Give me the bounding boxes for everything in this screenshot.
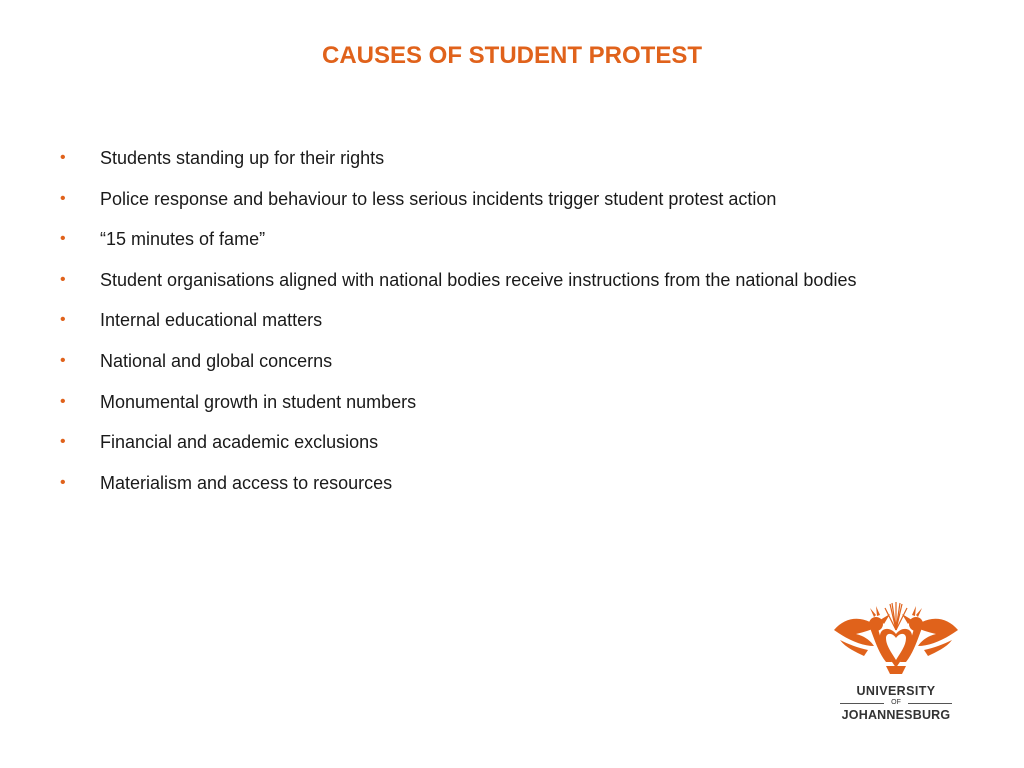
logo-text-university: UNIVERSITY xyxy=(856,684,936,698)
logo-text-of: OF xyxy=(891,699,901,706)
bullet-item xyxy=(60,308,1000,349)
bullet-icon: • xyxy=(60,189,66,207)
slide-title: CAUSES OF STUDENT PROTEST xyxy=(321,42,703,69)
bullet-text: Police response and behaviour to less serious incidents trigger student protest action xyxy=(100,188,777,209)
bullet-item xyxy=(60,471,1000,512)
university-logo xyxy=(826,600,966,724)
university-crest-icon xyxy=(830,600,962,680)
bullet-item xyxy=(60,430,1000,471)
bullet-item xyxy=(60,146,1000,187)
bullet-text: Student organisations aligned with national bodies receive instructions from the national bodies xyxy=(100,269,857,290)
bullet-text: Materialism and access to resources xyxy=(100,472,393,493)
bullet-text: Internal educational matters xyxy=(100,310,323,331)
bullet-icon: • xyxy=(60,433,66,451)
bullet-text: Monumental growth in student numbers xyxy=(100,391,417,412)
bullet-text: National and global concerns xyxy=(100,350,333,371)
logo-text-johannesburg: JOHANNESBURG xyxy=(841,708,951,722)
bullet-list xyxy=(60,146,1000,511)
bullet-icon: • xyxy=(60,311,66,329)
bullet-text: Students standing up for their rights xyxy=(100,148,385,168)
bullet-icon: • xyxy=(60,351,66,369)
bullet-text: Financial and academic exclusions xyxy=(100,432,379,453)
bullet-item xyxy=(60,268,1000,309)
logo-divider xyxy=(908,703,952,704)
bullet-item xyxy=(60,227,1000,268)
bullet-icon: • xyxy=(60,392,66,410)
bullet-icon: • xyxy=(60,473,66,491)
bullet-icon: • xyxy=(60,230,66,248)
bullet-item xyxy=(60,187,1000,228)
bullet-icon: • xyxy=(60,149,66,166)
bullet-item xyxy=(60,390,1000,431)
bullet-text: “15 minutes of fame” xyxy=(100,229,266,250)
bullet-item xyxy=(60,349,1000,390)
bullet-icon: • xyxy=(60,270,66,288)
